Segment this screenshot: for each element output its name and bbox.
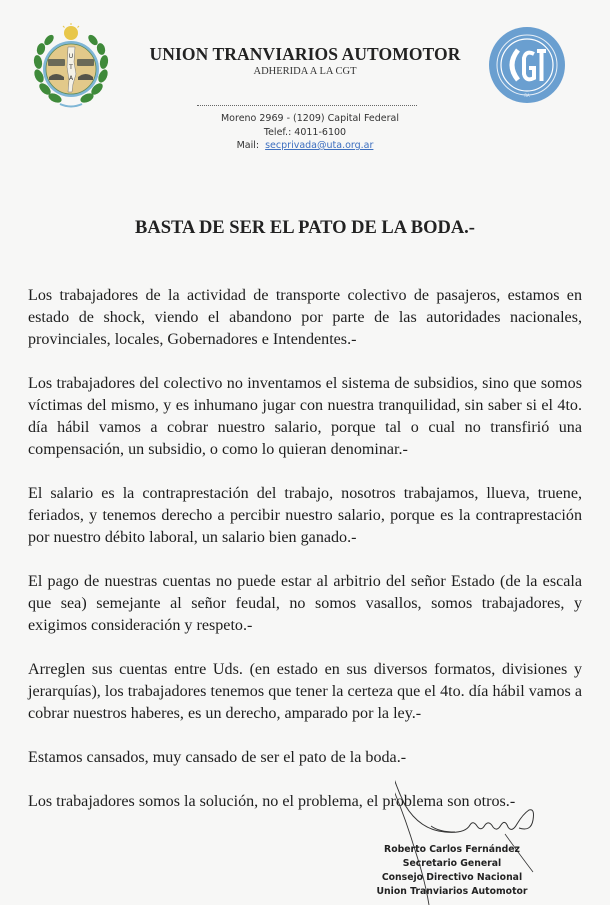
sun-icon	[64, 26, 78, 40]
organization-subtitle: ADHERIDA A LA CGT	[253, 66, 357, 77]
paragraph: Los trabajadores de la actividad de transporte colectivo de pasajeros, estamos en estado de shock, viendo el abandono por parte de las autoridades nacionales, provinciales, locales, Gobernadores e Intendentes.-	[28, 287, 582, 348]
paragraph: Estamos cansados, muy cansado de ser el pato de la boda.-	[28, 749, 407, 766]
signer-organization: Union Tranviarios Automotor	[376, 886, 528, 897]
phone-line: Telef.: 4011-6100	[263, 126, 347, 138]
organization-name: UNION TRANVIARIOS AUTOMOTOR	[149, 44, 461, 64]
document-title: BASTA DE SER EL PATO DE LA BODA.-	[135, 218, 475, 238]
svg-text:RA: RA	[524, 93, 530, 98]
address-line: Moreno 2969 - (1209) Capital Federal	[220, 113, 400, 124]
signer-name: Roberto Carlos Fernández	[384, 844, 520, 855]
mail-line	[0, 139, 610, 153]
svg-text:U: U	[68, 53, 74, 60]
signer-position: Secretario General	[402, 858, 502, 869]
cgt-seal-icon	[488, 26, 566, 104]
paragraph: Los trabajadores somos la solución, no el problema, el problema son otros.-	[28, 793, 516, 810]
mail-link[interactable]: secprivada@uta.org.ar	[265, 140, 374, 151]
signature-block	[357, 843, 547, 899]
svg-text:A: A	[68, 75, 74, 82]
paragraph: El salario es la contraprestación del trabajo, nosotros trabajamos, llueva, truene, feriados, y tenemos derecho a percibir nuestro salario, porque es la contraprestación por nuestro débito laboral, un salario bien ganado.-	[28, 485, 582, 546]
letterhead-divider	[197, 105, 417, 106]
paragraph: El pago de nuestras cuentas no puede estar al arbitrio del señor Estado (de la escala que sea) semejante al señor feudal, no somos vasallos, somos trabajadores, y exigimos consideración y respeto.-	[28, 573, 582, 634]
paragraph: Arreglen sus cuentas entre Uds. (en estado en sus diversos formatos, divisiones y jerarquías), los trabajadores tenemos que tener la certeza que el 4to. día hábil vamos a cobrar nuestros haberes, es un derecho, amparado por la ley.-	[28, 661, 582, 722]
paragraph: Los trabajadores del colectivo no inventamos el sistema de subsidios, sino que somos víctimas del mismo, y es inhumano jugar con nuestra tranquilidad, sin saber si el 4to. día hábil vamos a cobrar nuestro salario, porque tal o cual no transfirió una compensación, un subsidio, o como lo quieran denominar.-	[28, 375, 582, 458]
signer-council: Consejo Directivo Nacional	[381, 872, 523, 883]
document-body	[28, 285, 582, 835]
svg-text:T: T	[69, 64, 73, 71]
contact-block	[0, 112, 610, 153]
mail-label: Mail:	[236, 140, 260, 151]
